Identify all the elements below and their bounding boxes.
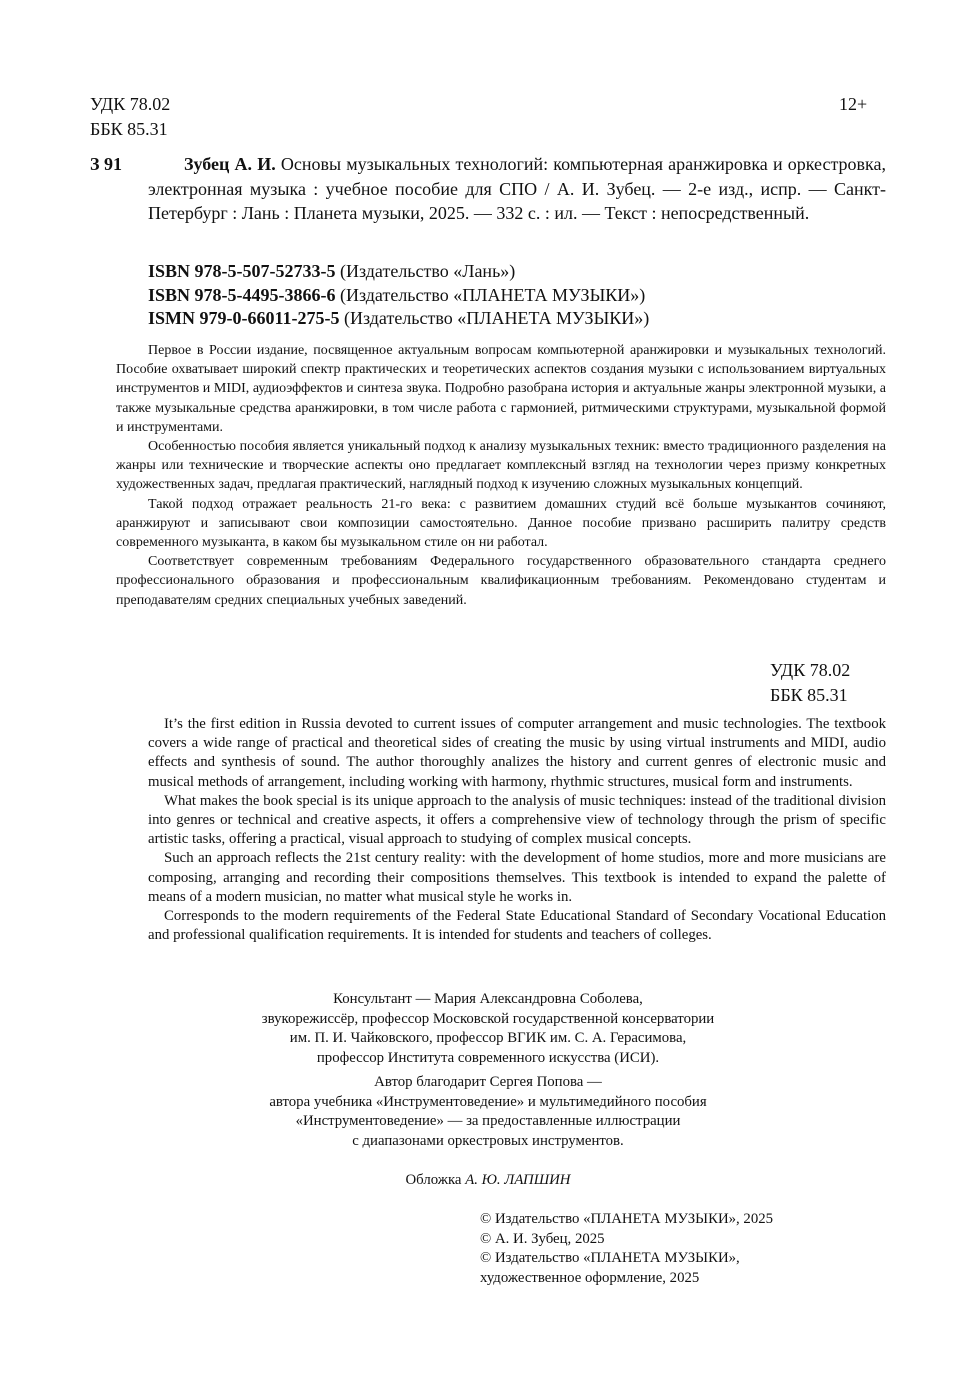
copyright-line: художественное оформление, 2025 bbox=[480, 1269, 700, 1286]
ismn-line bbox=[148, 307, 649, 331]
isbn-number: ISBN 978-5-507-52733-5 bbox=[148, 261, 336, 281]
credit-line: им. П. И. Чайковского, профессор ВГИК им. С. А. Герасимова, bbox=[289, 1030, 687, 1046]
udk-bbk-block bbox=[770, 658, 850, 708]
author-name: Зубец А. И. bbox=[184, 154, 276, 174]
isbn-number: ISBN 978-5-4495-3866-6 bbox=[148, 284, 336, 305]
bbk-code: ББК 85.31 bbox=[90, 119, 168, 139]
bibliographic-record bbox=[148, 152, 886, 226]
copyright-block bbox=[480, 1210, 773, 1288]
annotation-paragraph: Особенностью пособия является уникальный подход к анализу музыкальных техник: вместо традиционного разделения на жанры или технические и творческие аспекты оно предлагает комплексный взгляд на технологии через призму конкретных художественных задач, предлагая практический, наглядный подход к изучению сложных музыкальных концепций. bbox=[116, 439, 886, 493]
credit-line: с диапазонами оркестровых инструментов. bbox=[352, 1132, 624, 1149]
annotation-paragraph: Такой подход отражает реальность 21-го века: с развитием домашних студий всё больше музыкантов сочиняют, аранжируют и записывают свои композиции самостоятельно. Данное пособие призвано расширить палитру средств современного музыканта, в каком бы музыкальном стиле он ни работал. bbox=[116, 496, 886, 551]
credit-line: автора учебника «Инструментоведение» и мультимедийного пособия bbox=[269, 1093, 707, 1110]
bibliographic-description: Основы музыкальных технологий: компьютерная аранжировка и оркестровка, электронная музыка : учебное пособие для СПО / А. И. Зубец. — 2-е изд., испр. — Санкт-Петербург : Лань : Планета музыки, 2025. — 332 с. : ил. — Текст : непосредственный. bbox=[148, 154, 887, 223]
annotation-paragraph: Such an approach reflects the 21st century reality: with the development of home studios, more and more musicians are composing, arranging and recording their compositions themselves. This textbook is intended to expand the palette of means of a modern musician, no matter what musical style he works in. bbox=[148, 850, 886, 905]
credit-line: «Инструментоведение» — за предоставленные иллюстрации bbox=[295, 1113, 681, 1129]
cover-credit bbox=[0, 1171, 976, 1191]
udk-code: УДК 78.02 bbox=[90, 94, 171, 114]
author-mark: З 91 bbox=[90, 154, 123, 174]
annotation-paragraph: It’s the first edition in Russia devoted to current issues of computer arrangement and music technologies. The textbook covers a wide range of practical and theoretical sides of creating the music by using virtual instruments and MIDI, audio effects and synthesis of sound. The author thoroughly analizes the history and current genres of electronic music and musical methods of arrangement, including working with harmony, rhythmic structures, musical form and instruments. bbox=[148, 716, 886, 790]
copyright-line: © А. И. Зубец, 2025 bbox=[480, 1230, 605, 1247]
age-rating: 12+ bbox=[839, 94, 868, 114]
isbn-publisher: (Издательство «Лань») bbox=[340, 261, 516, 281]
isbn-publisher: (Издательство «ПЛАНЕТА МУЗЫКИ») bbox=[340, 284, 646, 305]
cover-artist: А. Ю. ЛАПШИН bbox=[465, 1172, 571, 1188]
isbn-list bbox=[148, 260, 649, 331]
annotation-paragraph: Соответствует современным требованиям Федерального государственного образовательного стандарта среднего профессионального образования и профессиональным квалификационным требованиям. Рекомендовано студентам и преподавателям средних специальных учебных заведений. bbox=[116, 554, 886, 608]
udk-code: УДК 78.02 bbox=[770, 660, 851, 680]
annotation-paragraph: Corresponds to the modern requirements of the Federal State Educational Standard of Secondary Vocational Education and professional qualification requirements. It is intended for students and teachers of colleges. bbox=[148, 908, 886, 944]
acknowledgement bbox=[0, 1073, 976, 1151]
ismn-number: ISMN 979-0-66011-275-5 bbox=[148, 308, 340, 328]
isbn-line bbox=[148, 260, 649, 284]
consultant-credit bbox=[0, 990, 976, 1068]
credit-line: звукорежиссёр, профессор Московской государственной консерватории bbox=[261, 1010, 715, 1027]
bbk-code: ББК 85.31 bbox=[770, 685, 848, 705]
credit-line: профессор Института современного искусства (ИСИ). bbox=[316, 1049, 660, 1066]
annotation-paragraph: What makes the book special is its unique approach to the analysis of music techniques: instead of the traditional division into genres or technical and creative aspects, it offers a comprehensive view of technology through the prism of specific artistic tasks, offering a practical, visual approach to studying of complex musical concepts. bbox=[148, 792, 886, 848]
annotation-english bbox=[148, 715, 886, 945]
copyright-line: © Издательство «ПЛАНЕТА МУЗЫКИ», 2025 bbox=[480, 1211, 774, 1227]
annotation-russian bbox=[116, 341, 886, 610]
isbn-line bbox=[148, 284, 649, 308]
annotation-paragraph: Первое в России издание, посвященное актуальным вопросам компьютерной аранжировки и музыкальных технологий. Пособие охватывает широкий спектр практических и теоретических аспектов создания музыки с использованием виртуальных инструментов и MIDI, аудиоэффектов и синтеза звука. Подробно разобрана история и актуальные жанры электронной музыки, а также музыкальные средства аранжировки, в том числе работа с гармонией, ритмическими структурами, музыкальной формой и инструментами. bbox=[116, 343, 886, 435]
credit-line: Консультант — Мария Александровна Соболева, bbox=[333, 991, 643, 1007]
udk-bbk-header bbox=[90, 92, 170, 142]
credit-line: Автор благодарит Сергея Попова — bbox=[374, 1074, 602, 1090]
cover-label: Обложка bbox=[405, 1172, 462, 1188]
copyright-line: © Издательство «ПЛАНЕТА МУЗЫКИ», bbox=[480, 1250, 740, 1266]
ismn-publisher: (Издательство «ПЛАНЕТА МУЗЫКИ») bbox=[344, 308, 650, 328]
